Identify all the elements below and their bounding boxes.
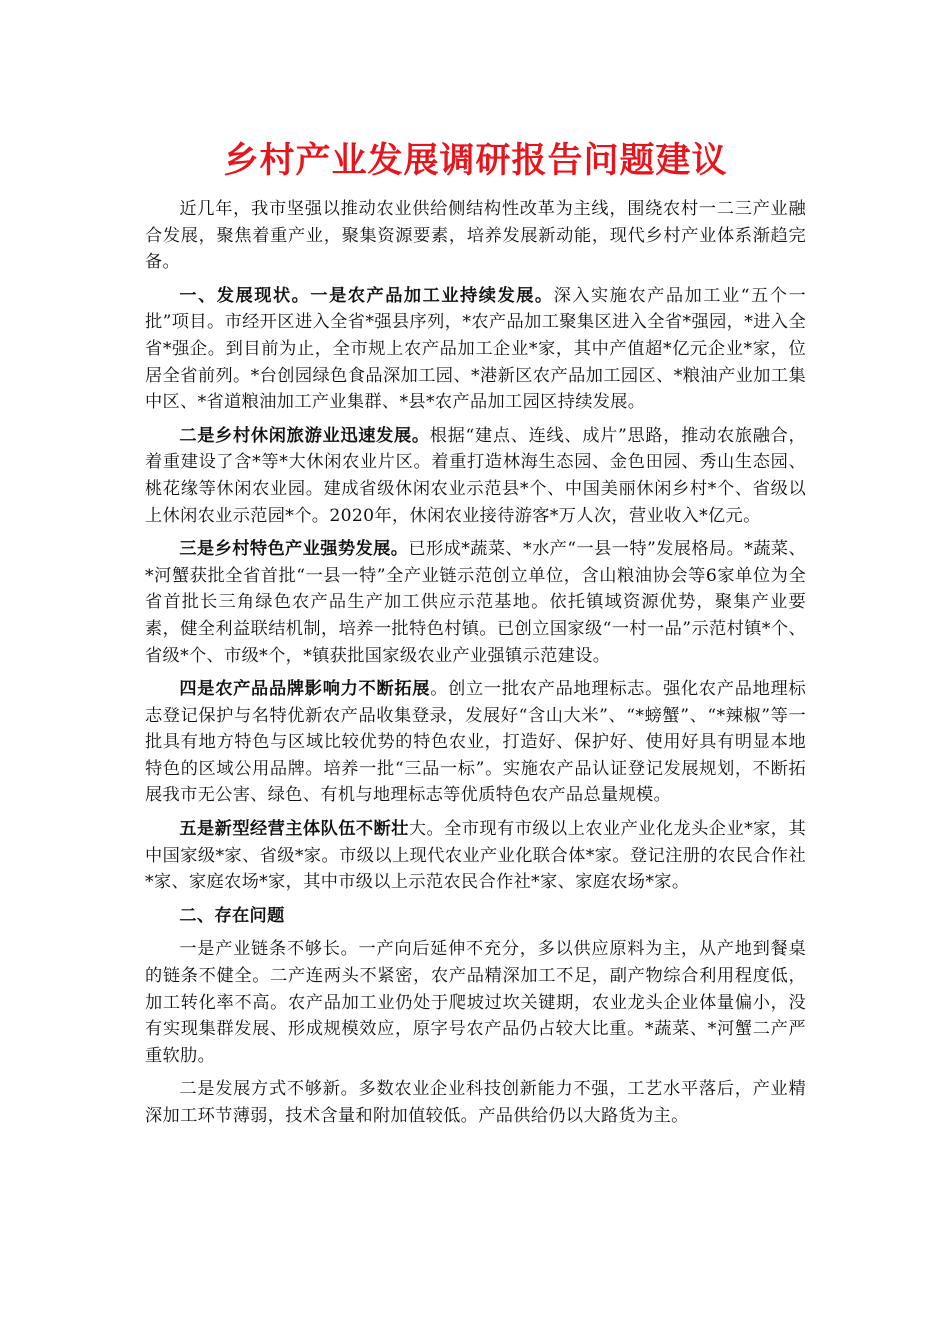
section1-item5-lead: 五是新型经营主体队伍不断壮 [179,819,409,840]
section1-heading: 一、发展现状。 [179,285,311,306]
section1-item1-paragraph [145,283,806,416]
section1-item2-text: 根据“建点、连线、成片”思路，推动农旅融合，着重建设了含*等*大休闲农业片区。着重打造林海生态园、金色田园、秀山生态园、桃花缘等休闲农业园。建成省级休闲农业示范县*个、中国美丽休闲乡村*个、省级以上休闲农业示范园*个。2020年，休闲农业接待游客*万人次，营业收入*亿元。 [145,425,807,526]
section1-item2-paragraph [145,423,806,529]
section1-item1-lead: 一是农产品加工业持续发展。 [310,285,554,306]
section2-item2-paragraph: 二是发展方式不够新。多数农业企业科技创新能力不强，工艺水平落后，产业精深加工环节薄弱，技术含量和附加值较低。产品供给仍以大路货为主。 [145,1079,806,1126]
intro-paragraph: 近几年，我市坚强以推动农业供给侧结构性改革为主线，围绕农村一二三产业融合发展，聚焦着重产业，聚集资源要素，培养发展新动能，现代乡村产业体系渐趋完备。 [145,199,806,273]
section1-item4-text: 。创立一批农产品地理标志。强化农产品地理标志登记保护与名特优新农产品收集登录，发展好“含山大米”、“*螃蟹”、“*辣椒”等一批具有地方特色与区域比较优势的特色农业，打造好、保护好、使用好具有明显本地特色的区域公用品牌。培养一批“三品一标”。实施农产品认证登记发展规划，不断拓展我市无公害、绿色、有机与地理标志等优质特色农产品总量规模。 [145,679,806,806]
section1-item2-lead: 二是乡村休闲旅游业迅速发展。 [179,425,430,446]
section1-item5-paragraph [145,816,806,896]
section1-item4-paragraph [145,676,806,809]
section1-item4-lead: 四是农产品品牌影响力不断拓展 [179,679,431,700]
section1-item1-text: 深入实施农产品加工业“五个一批”项目。市经开区进入全省*强县序列，*农产品加工聚集区进入全省*强园，*进入全省*强企。到目前为止，全市规上农产品加工企业*家，其中产值超*亿元企业*家，位居全省前列。*台创园绿色食品深加工园、*港新区农产品加工园区、*粮油产业加工集中区、*省道粮油加工产业集群、*县*农产品加工园区持续发展。 [145,285,806,413]
section1-item5-text: 大。全市现有市级以上农业产业化龙头企业*家，其中国家级*家、省级*家。市级以上现代农业产业化联合体*家。登记注册的农民合作社*家、家庭农场*家，其中市级以上示范农民合作社*家、家庭农场*家。 [145,819,806,893]
section1-item3-lead: 三是乡村特色产业强势发展。 [179,539,409,560]
document-page [145,128,806,1137]
section1-item3-paragraph [145,536,806,669]
section1-item3-text: 已形成*蔬菜、*水产“一县一特”发展格局。*蔬菜、*河蟹获批全省首批“一县一特”全产业链示范创立单位，含山粮油协会等6家单位为全省首批长三角绿色农产品生产加工供应示范基地。依托镇域资源优势，聚集产业要素，健全利益联结机制，培养一批特色村镇。已创立国家级“一村一品”示范村镇*个、省级*个、市级*个，*镇获批国家级农业产业强镇示范建设。 [145,539,806,666]
section2-item1-paragraph: 一是产业链条不够长。一产向后延伸不充分，多以供应原料为主，从产地到餐桌的链条不健全。二产连两头不紧密，农产品精深加工不足，副产物综合利用程度低，加工转化率不高。农产品加工业仍处于爬坡过坎关键期，农业龙头企业体量偏小，没有实现集群发展、形成规模效应，原字号农产品仍占较大比重。*蔬菜、*河蟹二产严重软肋。 [145,939,806,1066]
document-title: 乡村产业发展调研报告问题建议 [223,141,728,181]
section2-heading: 二、存在问题 [179,905,285,926]
